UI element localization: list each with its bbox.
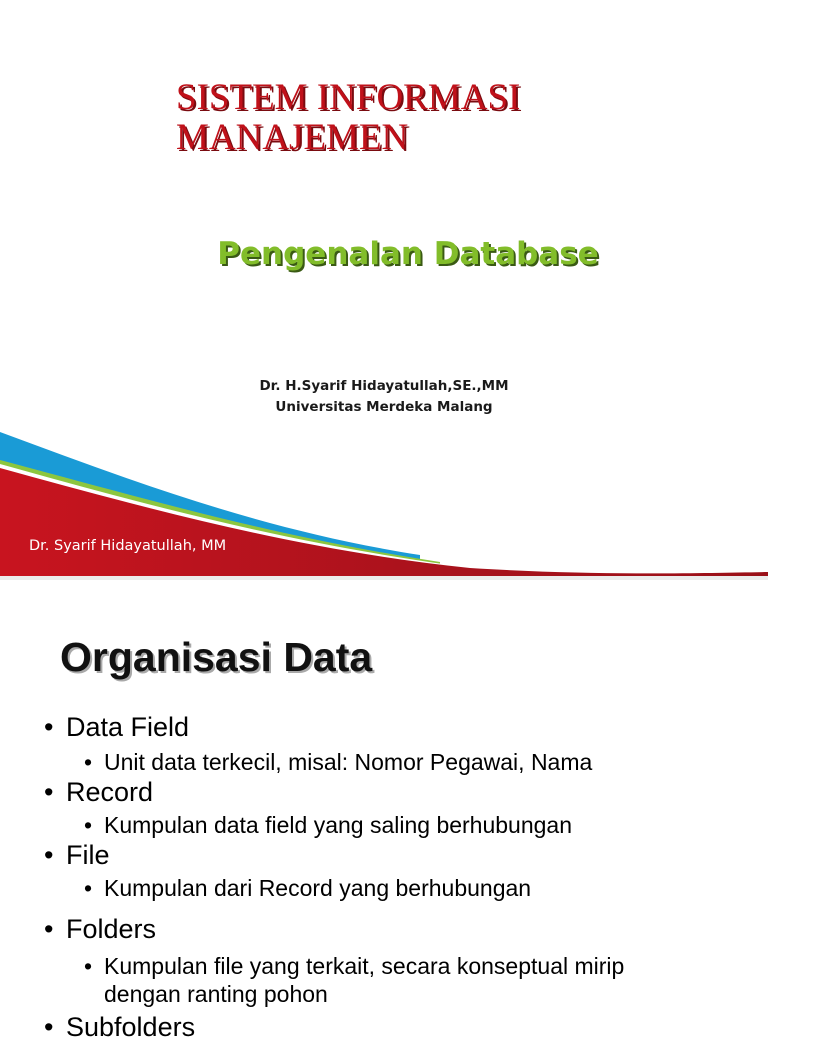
- bullet-item: [44, 914, 156, 944]
- bullet-dot-icon: •: [84, 749, 93, 775]
- main-title: [176, 78, 520, 158]
- bullet-dot-icon: •: [44, 840, 54, 870]
- sub-bullet-item: [84, 811, 704, 839]
- bullet-item: [44, 712, 189, 742]
- bullet-text: Subfolders: [66, 1012, 196, 1042]
- bullet-list: [0, 580, 768, 1042]
- bullet-text: File: [66, 840, 110, 870]
- bullet-dot-icon: •: [44, 1012, 54, 1042]
- bullet-dot-icon: •: [44, 914, 54, 944]
- sub-bullet-text: Kumpulan dari Record yang berhubungan: [104, 875, 532, 901]
- sub-bullet-text: Kumpulan file yang terkait, secara konseptual mirip dengan ranting pohon: [104, 953, 625, 1007]
- author-name: Dr. H.Syarif Hidayatullah,SE.,MM: [259, 378, 509, 394]
- sub-bullet-item: [84, 748, 704, 776]
- bullet-item: [44, 840, 110, 870]
- bullet-dot-icon: •: [44, 777, 54, 807]
- sub-bullet-text: Unit data terkecil, misal: Nomor Pegawai, Nama: [104, 749, 593, 775]
- bullet-text: Record: [66, 777, 154, 807]
- slide-title: Organisasi Data: [60, 634, 373, 680]
- bullet-dot-icon: •: [84, 953, 93, 979]
- subtitle: Pengenalan Database: [217, 236, 599, 272]
- bullet-dot-icon: •: [84, 875, 93, 901]
- content-slide: [0, 580, 768, 1042]
- sub-bullet-text: Kumpulan data field yang saling berhubungan: [104, 812, 573, 838]
- bullet-item: [44, 777, 153, 807]
- footer-author: Dr. Syarif Hidayatullah, MM: [29, 538, 227, 554]
- author-affiliation: Universitas Merdeka Malang: [275, 399, 493, 415]
- bullet-text: Folders: [66, 914, 157, 944]
- main-title-line-1: SISTEM INFORMASI: [176, 77, 521, 118]
- bullet-item: [44, 1012, 195, 1042]
- bullet-text: Data Field: [66, 712, 190, 742]
- bullet-dot-icon: •: [84, 812, 93, 838]
- sub-bullet-item: [84, 874, 704, 902]
- main-title-line-2: MANAJEMEN: [176, 117, 409, 158]
- bullet-dot-icon: •: [44, 712, 54, 742]
- sub-bullet-item: [84, 952, 704, 1008]
